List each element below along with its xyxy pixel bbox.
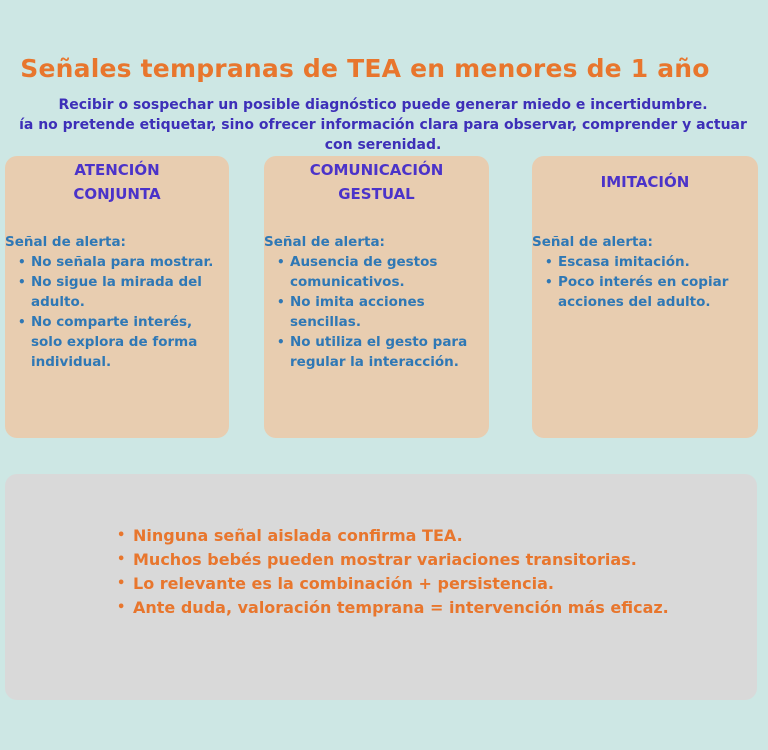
card-atencion-conjunta (5, 156, 229, 438)
card-title (264, 158, 489, 206)
card-body (532, 232, 762, 312)
intro-line: con serenidad. (324, 137, 442, 153)
intro-line: Recibir o sospechar un posible diagnóstico puede generar miedo e incertidumbre. (58, 97, 708, 113)
card-title-line: IMITACIÓN (600, 173, 690, 191)
card-body (264, 232, 493, 372)
list-item: • No señala para mostrar. (31, 252, 233, 272)
intro-text (0, 95, 768, 155)
card-body (5, 232, 233, 372)
card-title-line: GESTUAL (338, 185, 415, 203)
card-title (5, 158, 229, 206)
card-title-line: ATENCIÓN (74, 161, 160, 179)
list-item: • No sigue la mirada del adulto. (31, 272, 233, 312)
list-item: • Ausencia de gestos comunicativos. (290, 252, 493, 292)
list-item: • Poco interés en copiar acciones del adulto. (558, 272, 762, 312)
list-item: • No utiliza el gesto para regular la interacción. (290, 332, 493, 372)
card-comunicacion-gestual (264, 156, 489, 438)
notes-panel (5, 474, 757, 700)
alert-list (264, 252, 493, 372)
list-item: • No comparte interés, solo explora de forma individual. (31, 312, 233, 372)
intro-line: ía no pretende etiquetar, sino ofrecer información clara para observar, comprender y actuar (19, 117, 747, 133)
list-item: • Escasa imitación. (558, 252, 762, 272)
card-title-line: COMUNICACIÓN (309, 161, 444, 179)
alert-label: Señal de alerta: (264, 234, 385, 250)
alert-label: Señal de alerta: (5, 234, 126, 250)
alert-list (5, 252, 233, 372)
card-title-line: CONJUNTA (73, 185, 161, 203)
note-item: • Lo relevante es la combinación + persistencia. (133, 572, 669, 596)
card-imitacion (532, 156, 758, 438)
notes-list (133, 524, 669, 620)
note-item: • Ninguna señal aislada confirma TEA. (133, 524, 669, 548)
note-item: • Muchos bebés pueden mostrar variaciones transitorias. (133, 548, 669, 572)
note-item: • Ante duda, valoración temprana = intervención más eficaz. (133, 596, 669, 620)
alert-list (532, 252, 762, 312)
page-title: Señales tempranas de TEA en menores de 1 año (20, 54, 710, 83)
list-item: • No imita acciones sencillas. (290, 292, 493, 332)
alert-label: Señal de alerta: (532, 234, 653, 250)
card-title (532, 170, 758, 194)
